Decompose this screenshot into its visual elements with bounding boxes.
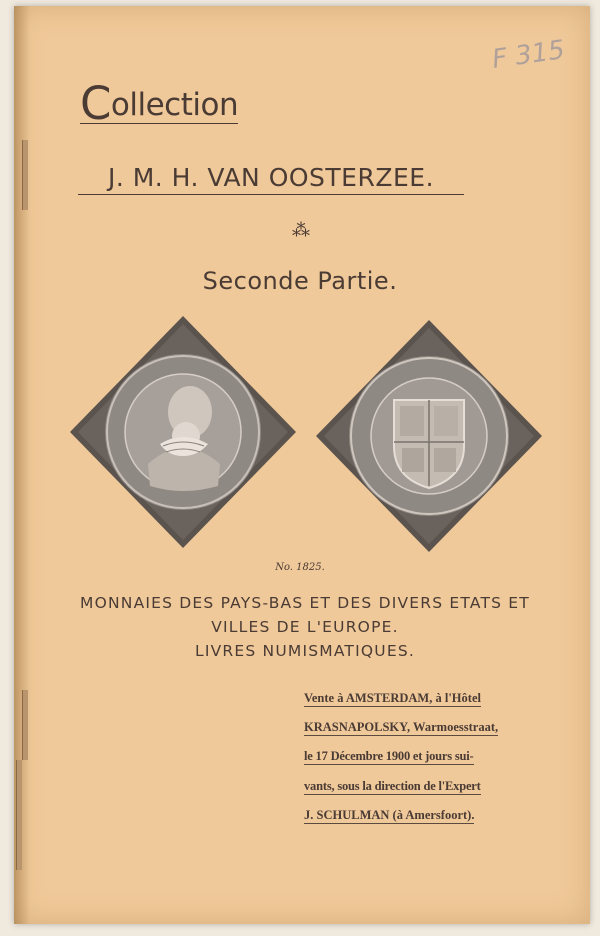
description-line: VILLES DE L'EUROPE. — [211, 618, 399, 636]
coin-obverse — [68, 314, 298, 550]
description-line: LIVRES NUMISMATIQUES. — [195, 642, 415, 660]
collector-name: J. M. H. VAN OOSTERZEE. — [78, 162, 464, 195]
sale-line: J. SCHULMAN (à Amersfoort). — [304, 808, 475, 822]
page-title — [80, 77, 239, 130]
star-ornament: ⁂ — [292, 220, 308, 241]
description-line: MONNAIES DES PAYS-BAS ET DES DIVERS ETATS ET — [80, 594, 530, 612]
figure-number: No. 1825. — [275, 562, 325, 573]
sale-line: KRASNAPOLSKY, Warmoesstraat, — [304, 720, 499, 734]
sale-line: le 17 Décembre 1900 et jours sui- — [304, 749, 474, 763]
coin-reverse — [314, 318, 544, 554]
sale-line: Vente à AMSTERDAM, à l'Hôtel — [304, 691, 481, 705]
title-initial: C — [80, 77, 111, 130]
pencil-note: F 315 — [490, 35, 567, 75]
title-rest: ollection — [110, 87, 239, 123]
staple — [22, 690, 28, 760]
staple — [16, 760, 22, 870]
subtitle: Seconde Partie. — [202, 267, 398, 295]
staple — [22, 140, 28, 210]
sale-line: vants, sous la direction de l'Expert — [304, 779, 481, 793]
